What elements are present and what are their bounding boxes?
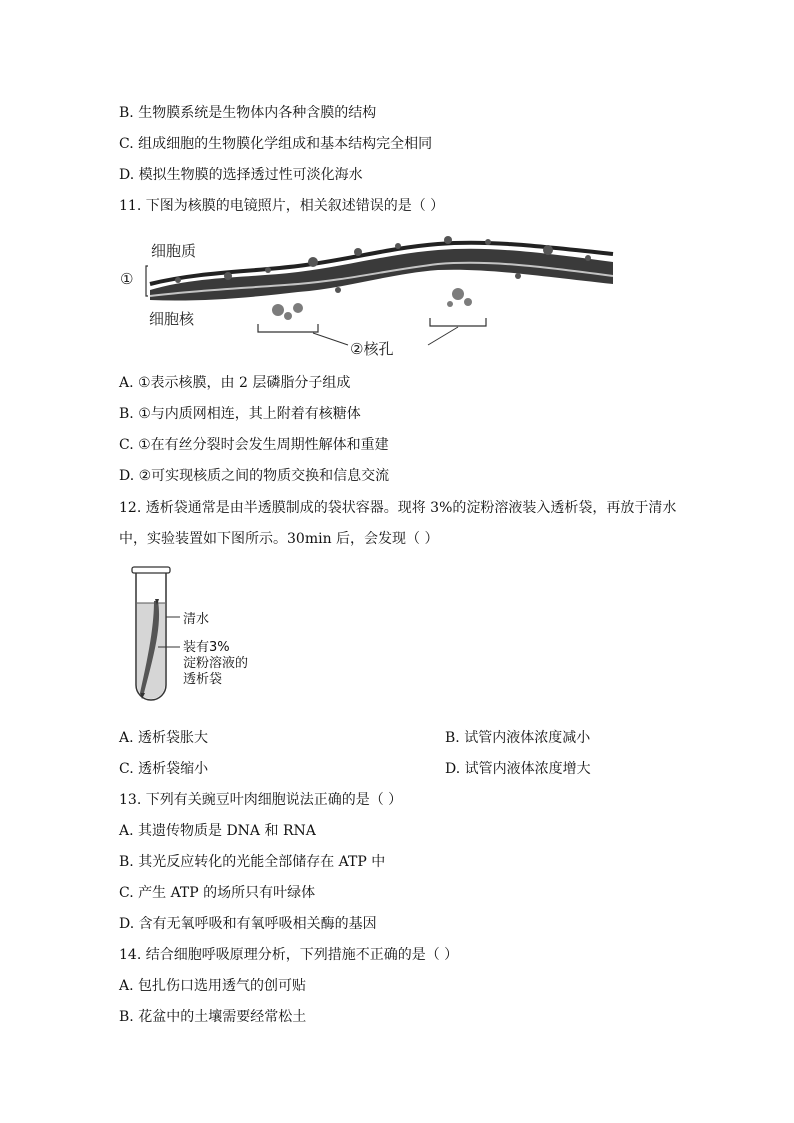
q11-stem: 11. 下图为核膜的电镜照片，相关叙述错误的是（ ）	[119, 198, 445, 214]
q12-option-b: B. 试管内液体浓度减小	[445, 730, 591, 746]
q12-stem-line2: 中，实验装置如下图所示。30min 后，会发现（ ）	[119, 531, 439, 547]
label-nucleus: 细胞核	[149, 310, 195, 328]
q12-option-c: C. 透析袋缩小	[119, 761, 209, 777]
q14-stem: 14. 结合细胞呼吸原理分析，下列措施不正确的是（ ）	[119, 947, 459, 963]
label-bag-line1: 装有3%	[183, 640, 230, 655]
micrograph-image	[138, 232, 618, 357]
q12-stem-line1: 12. 透析袋通常是由半透膜制成的袋状容器。现将 3%的淀粉溶液装入透析袋，再放于清水	[119, 500, 677, 516]
q11-option-c: C. ①在有丝分裂时会发生周期性解体和重建	[119, 437, 389, 453]
q10-option-c: C. 组成细胞的生物膜化学组成和基本结构完全相同	[119, 136, 433, 152]
q12-option-d: D. 试管内液体浓度增大	[445, 761, 591, 777]
label-bag-line2: 淀粉溶液的	[183, 656, 249, 671]
label-bag	[183, 640, 248, 688]
q14-option-a: A. 包扎伤口选用透气的创可贴	[119, 978, 307, 994]
q13-option-b: B. 其光反应转化的光能全部储存在 ATP 中	[119, 854, 386, 870]
q12-option-a: A. 透析袋胀大	[119, 730, 209, 746]
q11-option-d: D. ②可实现核质之间的物质交换和信息交流	[119, 468, 390, 484]
label-nuclear-pore: ②核孔	[350, 340, 394, 358]
q11-option-b: B. ①与内质网相连，其上附着有核糖体	[119, 406, 361, 422]
label-bag-line3: 透析袋	[183, 672, 223, 687]
test-tube-drawing	[128, 565, 188, 715]
label-water: 清水	[183, 612, 210, 627]
q11-option-a: A. ①表示核膜，由 2 层磷脂分子组成	[119, 375, 351, 391]
q10-option-b: B. 生物膜系统是生物体内各种含膜的结构	[119, 105, 377, 121]
label-marker-1: ①	[120, 270, 134, 288]
q13-stem: 13. 下列有关豌豆叶肉细胞说法正确的是（ ）	[119, 792, 403, 808]
q13-option-d: D. 含有无氧呼吸和有氧呼吸相关酶的基因	[119, 916, 377, 932]
q13-option-a: A. 其遗传物质是 DNA 和 RNA	[119, 823, 316, 839]
q14-option-b: B. 花盆中的土壤需要经常松土	[119, 1009, 307, 1025]
label-cytoplasm: 细胞质	[151, 242, 197, 260]
q10-option-d: D. 模拟生物膜的选择透过性可淡化海水	[119, 167, 363, 183]
q13-option-c: C. 产生 ATP 的场所只有叶绿体	[119, 885, 316, 901]
